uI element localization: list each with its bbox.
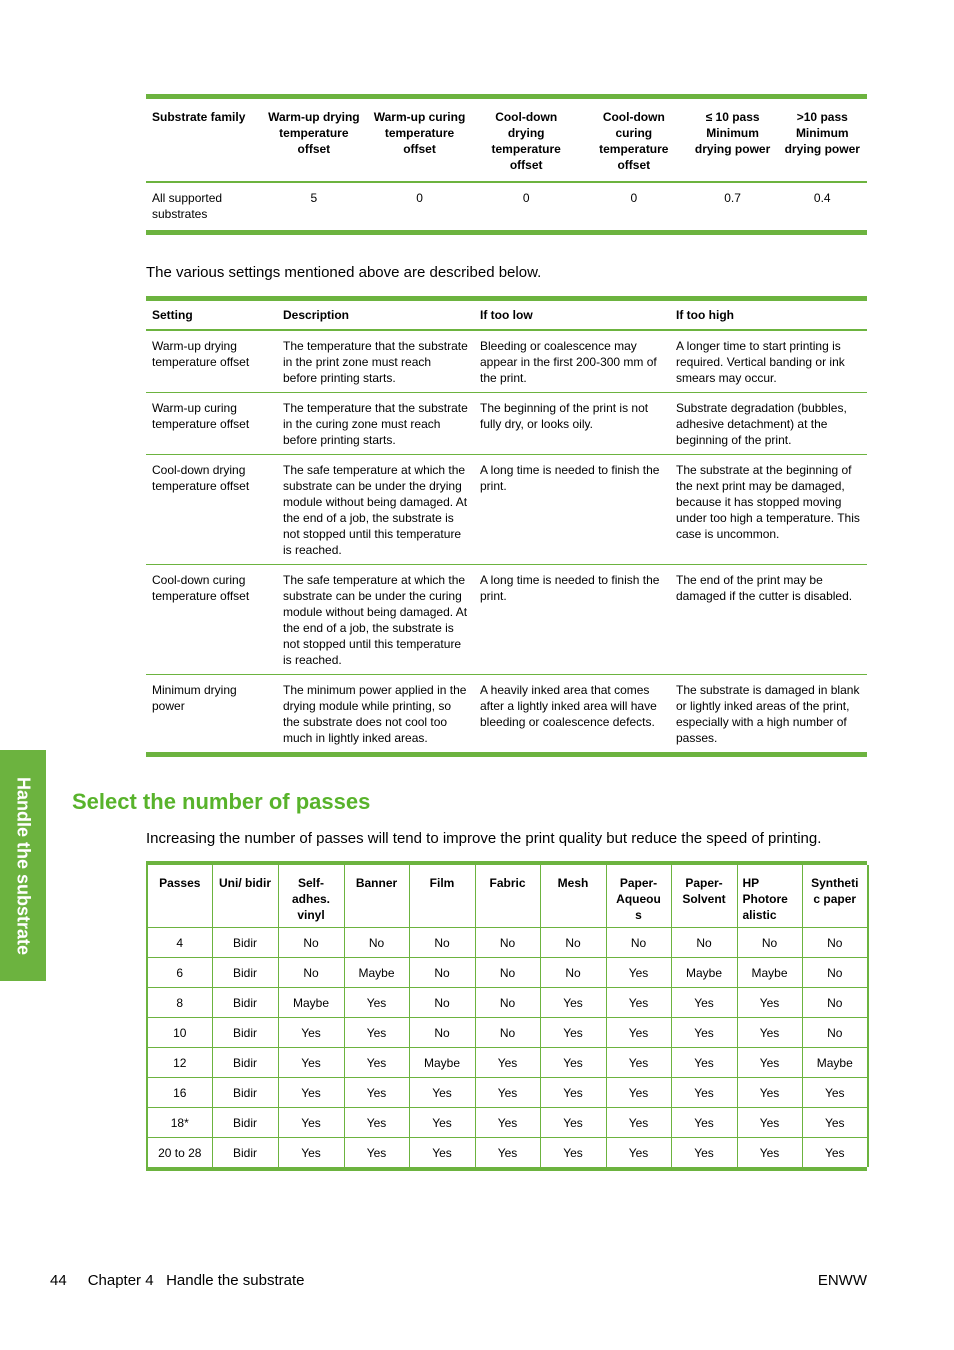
column-header: ≤ 10 pass Minimum drying power (694, 110, 771, 156)
table-cell: Yes (278, 1108, 344, 1138)
table-row (147, 1108, 868, 1138)
column-header: Setting (152, 308, 193, 322)
table-cell: Yes (606, 1048, 671, 1078)
table-cell: Maybe (737, 958, 802, 988)
table-cell: 12 (147, 1048, 212, 1078)
column-header: Uni/ bidir (212, 865, 278, 928)
table-cell: 0 (522, 191, 530, 205)
table-cell: Yes (540, 1048, 606, 1078)
table-cell: Bidir (212, 1138, 278, 1168)
table-cell: No (606, 928, 671, 958)
table-cell: Yes (540, 1078, 606, 1108)
table-cell: Yes (344, 1108, 409, 1138)
table-cell: 6 (147, 958, 212, 988)
table-row (147, 1078, 868, 1108)
table-cell: All supported substrates (152, 191, 223, 221)
table-cell: Yes (606, 988, 671, 1018)
table-cell: Yes (671, 988, 737, 1018)
column-header: Cool-down curing temperature offset (599, 110, 669, 172)
table-cell: No (409, 958, 475, 988)
column-header: Film (409, 865, 475, 928)
table-row (146, 182, 867, 230)
table-row (146, 675, 867, 753)
table-cell: Yes (737, 988, 802, 1018)
table-cell: Bidir (212, 988, 278, 1018)
table-cell: No (475, 928, 540, 958)
table-cell: The safe temperature at which the substrate can be under the drying module without being damaged. At the end of a job, the substrate is not stopped until this temperature is reached. (283, 463, 468, 557)
table-row (147, 958, 868, 988)
column-header: Warm-up curing temperature offset (373, 110, 466, 156)
table-row (147, 1048, 868, 1078)
table-cell: Minimum drying power (152, 683, 237, 713)
table-cell: The temperature that the substrate in the curing zone must reach before printing starts. (283, 401, 468, 447)
table-cell: Yes (671, 1108, 737, 1138)
table-row (147, 928, 868, 958)
table-header-row (146, 301, 867, 330)
column-header: If too high (676, 308, 734, 322)
table-cell: No (409, 928, 475, 958)
column-header: Banner (344, 865, 409, 928)
table-cell: No (409, 1018, 475, 1048)
footer-locale: ENWW (817, 1272, 867, 1289)
table-row (147, 1018, 868, 1048)
column-header: Substrate family (152, 110, 246, 124)
table-cell: Yes (278, 1048, 344, 1078)
table-header-row (146, 99, 867, 182)
page-footer (50, 1272, 304, 1289)
passes-table (146, 861, 867, 1171)
table-cell: Warm-up curing temperature offset (152, 401, 250, 431)
table-cell: 4 (147, 928, 212, 958)
page-number: 44 (50, 1272, 67, 1289)
table-row (146, 455, 867, 565)
settings-intro-text: The various settings mentioned above are described below. (146, 264, 542, 281)
table-cell: Yes (737, 1018, 802, 1048)
table-cell: No (475, 958, 540, 988)
table-cell: Yes (671, 1078, 737, 1108)
table-cell: Yes (671, 1048, 737, 1078)
chapter-side-tab (0, 750, 46, 981)
table-bottom-rule (146, 230, 867, 235)
table-cell: No (802, 928, 868, 958)
table-cell: The substrate is damaged in blank or lightly inked areas of the print, especially with a high number of passes. (676, 683, 860, 745)
table-cell: Yes (540, 1108, 606, 1138)
section-title: Select the number of passes (72, 789, 371, 814)
table-cell: No (344, 928, 409, 958)
table-cell: No (540, 958, 606, 988)
table-cell: Yes (409, 1138, 475, 1168)
table-cell: Yes (475, 1138, 540, 1168)
table-cell: Yes (737, 1048, 802, 1078)
table-cell: Yes (540, 988, 606, 1018)
table-cell: No (475, 1018, 540, 1048)
table-cell: Yes (671, 1138, 737, 1168)
table-cell: 18* (147, 1108, 212, 1138)
table-cell: Yes (475, 1078, 540, 1108)
table-cell: The safe temperature at which the substrate can be under the curing module without being damaged. At the end of a job, the substrate is not stopped until this temperature is reached. (283, 573, 468, 667)
table-cell: Yes (344, 1138, 409, 1168)
table-cell: Yes (606, 958, 671, 988)
table-row (147, 988, 868, 1018)
table-cell: Yes (540, 1018, 606, 1048)
table-cell: Yes (278, 1138, 344, 1168)
table-cell: Yes (475, 1048, 540, 1078)
table-cell: Bleeding or coalescence may appear in the first 200-300 mm of the print. (480, 339, 657, 385)
table-cell: 8 (147, 988, 212, 1018)
table-cell: Warm-up drying temperature offset (152, 339, 250, 369)
table-cell: 5 (310, 191, 318, 205)
table-cell: The minimum power applied in the drying module while printing, so the substrate does not cool too much in lightly inked areas. (283, 683, 467, 745)
table-cell: No (409, 988, 475, 1018)
table-cell: Bidir (212, 928, 278, 958)
table-cell: Maybe (802, 1048, 868, 1078)
table-cell: Cool-down curing temperature offset (152, 573, 250, 603)
table-cell: Bidir (212, 958, 278, 988)
table-cell: A long time is needed to finish the print. (480, 463, 660, 493)
column-header: >10 pass Minimum drying power (784, 110, 860, 156)
table-row (146, 330, 867, 393)
table-cell: A long time is needed to finish the print. (480, 573, 660, 603)
column-header: Paper- Aqueou s (606, 865, 671, 928)
table-cell: Maybe (671, 958, 737, 988)
table-cell: 0.4 (813, 191, 831, 205)
column-header: Description (283, 308, 350, 322)
table-cell: Yes (606, 1078, 671, 1108)
column-header: Passes (147, 865, 212, 928)
column-header: Self- adhes. vinyl (278, 865, 344, 928)
column-header: Mesh (540, 865, 606, 928)
table-cell: Yes (344, 1048, 409, 1078)
table-cell: No (802, 988, 868, 1018)
table-cell: No (671, 928, 737, 958)
table-cell: No (540, 928, 606, 958)
table-cell: 0 (630, 191, 638, 205)
table-cell: Substrate degradation (bubbles, adhesive detachment) at the beginning of the print. (676, 401, 847, 447)
table-cell: Yes (344, 988, 409, 1018)
column-header: Syntheti c paper (802, 865, 868, 928)
column-header: Cool-down drying temperature offset (491, 110, 561, 172)
side-tab-label: Handle the substrate (13, 776, 34, 955)
table-cell: Cool-down drying temperature offset (152, 463, 250, 493)
table-cell: Yes (606, 1138, 671, 1168)
table-cell: Yes (802, 1078, 868, 1108)
table-cell: No (278, 958, 344, 988)
table-cell: Bidir (212, 1018, 278, 1048)
column-header: Fabric (475, 865, 540, 928)
table-cell: Yes (278, 1078, 344, 1108)
table-cell: The temperature that the substrate in the print zone must reach before printing starts. (283, 339, 468, 385)
table-cell: Yes (606, 1108, 671, 1138)
table-cell: Maybe (344, 958, 409, 988)
table-cell: Yes (475, 1108, 540, 1138)
table-cell: Yes (671, 1018, 737, 1048)
table-cell: 16 (147, 1078, 212, 1108)
table-cell: No (802, 1018, 868, 1048)
table-cell: Yes (540, 1138, 606, 1168)
table-cell: 20 to 28 (147, 1138, 212, 1168)
table-cell: Bidir (212, 1078, 278, 1108)
table-cell: 10 (147, 1018, 212, 1048)
table-row (146, 393, 867, 455)
table-cell: Maybe (278, 988, 344, 1018)
table-cell: No (278, 928, 344, 958)
table-row (147, 1138, 868, 1168)
table-cell: 0.7 (724, 191, 741, 205)
passes-intro-text: Increasing the number of passes will tend to improve the print quality but reduce the speed of printing. (146, 830, 822, 847)
table-cell: Yes (278, 1018, 344, 1048)
table-bottom-rule (146, 1167, 867, 1171)
table-cell: A longer time to start printing is required. Vertical banding or ink smears may occur. (676, 339, 845, 385)
table-cell: Bidir (212, 1108, 278, 1138)
table-row (146, 565, 867, 675)
table-bottom-rule (146, 752, 867, 757)
table-cell: A heavily inked area that comes after a lightly inked area will have bleeding or coalescence defects. (480, 683, 657, 729)
table-header-row (147, 865, 868, 928)
table-cell: Yes (802, 1138, 868, 1168)
chapter-label: Chapter 4 Handle the substrate (87, 1272, 305, 1289)
table-cell: 0 (416, 191, 423, 205)
table-cell: No (475, 988, 540, 1018)
table-cell: Yes (409, 1108, 475, 1138)
table-cell: Yes (344, 1018, 409, 1048)
table-cell: The substrate at the beginning of the next print may be damaged, because it has stopped moving under too high a temperature. This case is uncommon. (676, 463, 860, 541)
drying-settings-table (146, 94, 867, 235)
table-cell: Yes (802, 1108, 868, 1138)
column-header: Warm-up drying temperature offset (268, 110, 360, 156)
table-cell: The beginning of the print is not fully dry, or looks oily. (480, 401, 649, 431)
table-cell: The end of the print may be damaged if the cutter is disabled. (676, 573, 853, 603)
column-header: If too low (480, 308, 533, 322)
table-cell: Yes (344, 1078, 409, 1108)
column-header: Paper- Solvent (671, 865, 737, 928)
table-cell: No (802, 958, 868, 988)
table-cell: No (737, 928, 802, 958)
table-cell: Yes (737, 1078, 802, 1108)
table-cell: Yes (737, 1138, 802, 1168)
table-cell: Yes (737, 1108, 802, 1138)
table-cell: Yes (606, 1018, 671, 1048)
table-cell: Maybe (409, 1048, 475, 1078)
settings-description-table (146, 296, 867, 757)
table-cell: Bidir (212, 1048, 278, 1078)
table-cell: Yes (409, 1078, 475, 1108)
column-header: HP Photore alistic (737, 865, 802, 928)
